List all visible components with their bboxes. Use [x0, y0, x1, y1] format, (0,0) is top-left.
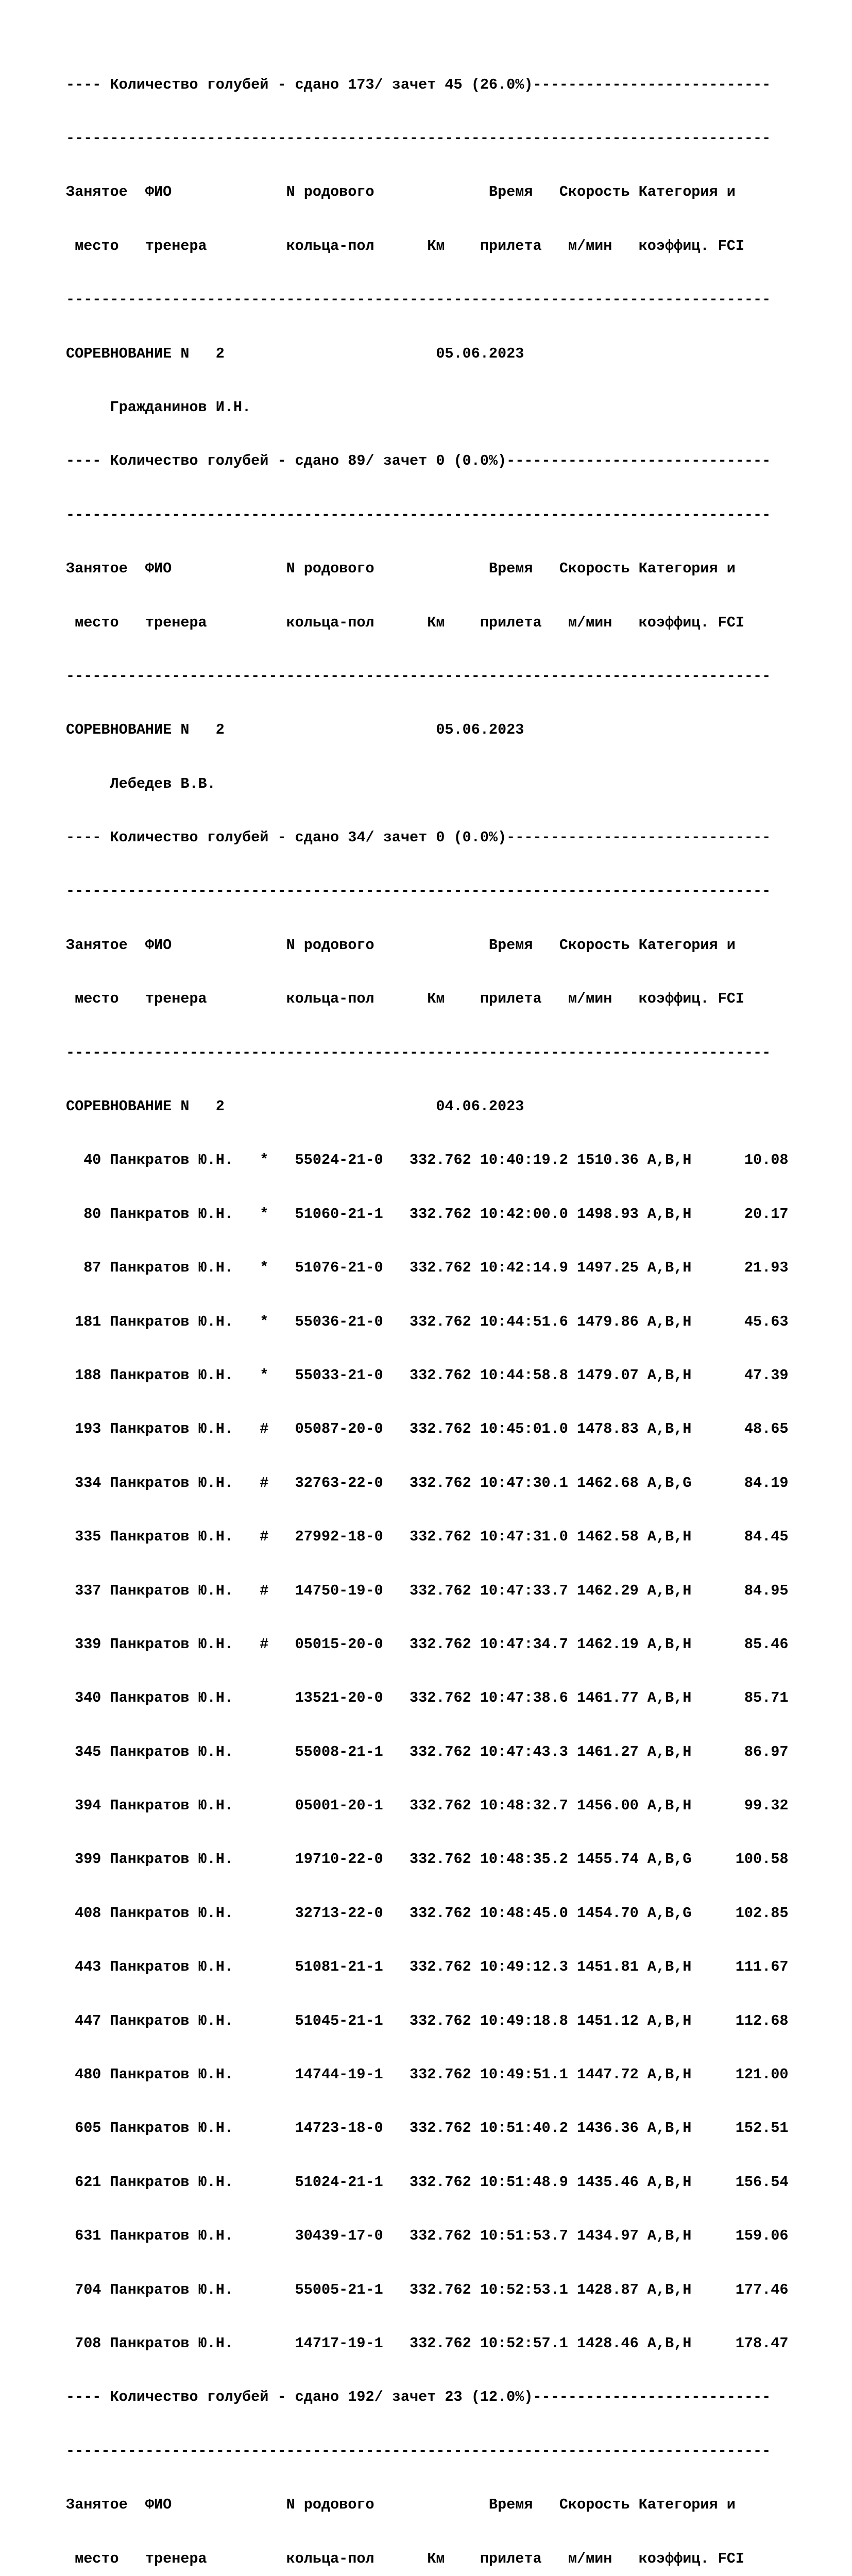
pigeon-count-line: ---- Количество голубей - сдано 192/ зачет 23 (12.0%)---------------------------: [66, 2388, 771, 2406]
result-row: 605 Панкратов Ю.Н. 14723-18-0 332.762 10:51:40.2 1436.36 A,B,H 152.51: [66, 2120, 789, 2137]
column-header-row-1: Занятое ФИО N родового Время Скорость Категория и: [66, 183, 736, 201]
column-header-row-2: место тренера кольца-пол Км прилета м/мин коэффиц. FCI: [66, 237, 744, 255]
result-row: 399 Панкратов Ю.Н. 19710-22-0 332.762 10:48:35.2 1455.74 A,B,G 100.58: [66, 1851, 789, 1868]
column-header-row-1: Занятое ФИО N родового Время Скорость Категория и: [66, 560, 736, 578]
result-row: 408 Панкратов Ю.Н. 32713-22-0 332.762 10:48:45.0 1454.70 A,B,G 102.85: [66, 1904, 789, 1922]
column-header-row-1: Занятое ФИО N родового Время Скорость Категория и: [66, 936, 736, 954]
result-row: 335 Панкратов Ю.Н. # 27992-18-0 332.762 10:47:31.0 1462.58 A,B,H 84.45: [66, 1528, 789, 1546]
result-row: 188 Панкратов Ю.Н. * 55033-21-0 332.762 10:44:58.8 1479.07 A,B,H 47.39: [66, 1366, 789, 1384]
result-row: 345 Панкратов Ю.Н. 55008-21-1 332.762 10:47:43.3 1461.27 A,B,H 86.97: [66, 1743, 789, 1760]
pigeon-count-line: ---- Количество голубей - сдано 34/ зачет 0 (0.0%)------------------------------: [66, 829, 771, 846]
separator-line: --------------------------------------------------------------------------------: [66, 883, 771, 900]
result-row: 621 Панкратов Ю.Н. 51024-21-1 332.762 10:51:48.9 1435.46 A,B,H 156.54: [66, 2173, 789, 2191]
result-row: 87 Панкратов Ю.Н. * 51076-21-0 332.762 10:42:14.9 1497.25 A,B,H 21.93: [66, 1259, 789, 1277]
result-row: 447 Панкратов Ю.Н. 51045-21-1 332.762 10:49:18.8 1451.12 A,B,H 112.68: [66, 2012, 789, 2029]
column-header-row-1: Занятое ФИО N родового Время Скорость Категория и: [66, 2496, 736, 2514]
competition-header: СОРЕВНОВАНИЕ N 2 05.06.2023: [66, 345, 524, 362]
column-header-row-2: место тренера кольца-пол Км прилета м/мин коэффиц. FCI: [66, 614, 744, 631]
separator-line: --------------------------------------------------------------------------------: [66, 2442, 771, 2460]
separator-line: --------------------------------------------------------------------------------: [66, 506, 771, 523]
results-report: [66, 40, 839, 2576]
result-row: 181 Панкратов Ю.Н. * 55036-21-0 332.762 10:44:51.6 1479.86 A,B,H 45.63: [66, 1313, 789, 1330]
column-header-row-2: место тренера кольца-пол Км прилета м/мин коэффиц. FCI: [66, 990, 744, 1008]
result-row: 394 Панкратов Ю.Н. 05001-20-1 332.762 10:48:32.7 1456.00 A,B,H 99.32: [66, 1797, 789, 1815]
result-row: 339 Панкратов Ю.Н. # 05015-20-0 332.762 10:47:34.7 1462.19 A,B,H 85.46: [66, 1635, 789, 1653]
result-row: 40 Панкратов Ю.Н. * 55024-21-0 332.762 10:40:19.2 1510.36 A,B,H 10.08: [66, 1151, 789, 1169]
result-row: 334 Панкратов Ю.Н. # 32763-22-0 332.762 10:47:30.1 1462.68 A,B,G 84.19: [66, 1474, 789, 1492]
result-row: 631 Панкратов Ю.Н. 30439-17-0 332.762 10:51:53.7 1434.97 A,B,H 159.06: [66, 2227, 789, 2245]
result-row: 340 Панкратов Ю.Н. 13521-20-0 332.762 10:47:38.6 1461.77 A,B,H 85.71: [66, 1689, 789, 1707]
competition-header: СОРЕВНОВАНИЕ N 2 04.06.2023: [66, 1098, 524, 1115]
pigeon-count-line: ---- Количество голубей - сдано 173/ зачет 45 (26.0%)---------------------------: [66, 76, 771, 93]
separator-line: --------------------------------------------------------------------------------: [66, 291, 771, 309]
result-row: 337 Панкратов Ю.Н. # 14750-19-0 332.762 10:47:33.7 1462.29 A,B,H 84.95: [66, 1582, 789, 1599]
result-row: 80 Панкратов Ю.Н. * 51060-21-1 332.762 10:42:00.0 1498.93 A,B,H 20.17: [66, 1205, 789, 1223]
trainer-name: Лебедев В.В.: [66, 775, 216, 792]
result-row: 193 Панкратов Ю.Н. # 05087-20-0 332.762 10:45:01.0 1478.83 A,B,H 48.65: [66, 1420, 789, 1438]
competition-header: СОРЕВНОВАНИЕ N 2 05.06.2023: [66, 721, 524, 739]
separator-line: --------------------------------------------------------------------------------: [66, 1044, 771, 1061]
column-header-row-2: место тренера кольца-пол Км прилета м/мин коэффиц. FCI: [66, 2550, 744, 2567]
result-row: 704 Панкратов Ю.Н. 55005-21-1 332.762 10:52:53.1 1428.87 A,B,H 177.46: [66, 2281, 789, 2298]
separator-line: --------------------------------------------------------------------------------: [66, 129, 771, 147]
result-row: 480 Панкратов Ю.Н. 14744-19-1 332.762 10:49:51.1 1447.72 A,B,H 121.00: [66, 2066, 789, 2083]
pigeon-count-line: ---- Количество голубей - сдано 89/ зачет 0 (0.0%)------------------------------: [66, 452, 771, 470]
separator-line: --------------------------------------------------------------------------------: [66, 667, 771, 685]
result-row: 443 Панкратов Ю.Н. 51081-21-1 332.762 10:49:12.3 1451.81 A,B,H 111.67: [66, 1958, 789, 1976]
result-row: 708 Панкратов Ю.Н. 14717-19-1 332.762 10:52:57.1 1428.46 A,B,H 178.47: [66, 2335, 789, 2352]
trainer-name: Гражданинов И.Н.: [66, 398, 251, 416]
